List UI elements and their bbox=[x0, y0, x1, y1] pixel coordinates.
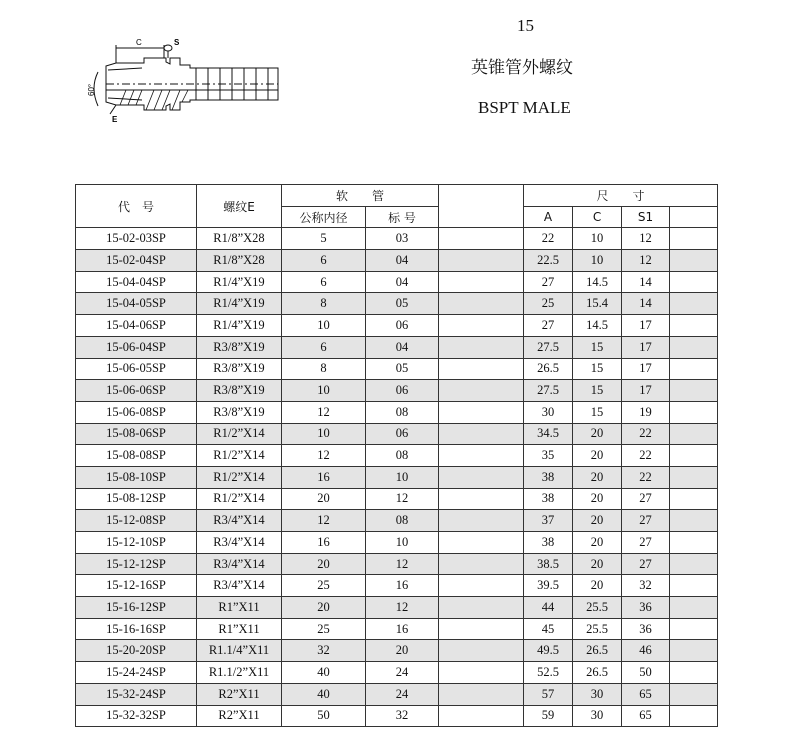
cell-blank bbox=[439, 401, 524, 423]
table-row bbox=[76, 597, 718, 619]
spec-table bbox=[75, 184, 718, 727]
cell-dim-s1: 17 bbox=[622, 315, 670, 337]
table-row bbox=[76, 271, 718, 293]
cell-dim-blank bbox=[670, 662, 718, 684]
header-dim-blank bbox=[670, 206, 718, 228]
table-row bbox=[76, 423, 718, 445]
cell-thread: R3/8”X19 bbox=[197, 358, 282, 380]
cell-code: 15-08-08SP bbox=[76, 445, 197, 467]
header-hose: 软 管 bbox=[282, 185, 439, 207]
cell-hose-nominal: 8 bbox=[282, 358, 366, 380]
cell-hose-nominal: 12 bbox=[282, 401, 366, 423]
table-row bbox=[76, 315, 718, 337]
cell-dim-s1: 22 bbox=[622, 445, 670, 467]
cell-blank bbox=[439, 358, 524, 380]
cell-dim-s1: 27 bbox=[622, 553, 670, 575]
cell-hose-dash: 05 bbox=[366, 293, 439, 315]
cell-dim-c: 20 bbox=[573, 553, 622, 575]
cell-code: 15-06-04SP bbox=[76, 336, 197, 358]
cell-dim-s1: 65 bbox=[622, 683, 670, 705]
cell-hose-dash: 32 bbox=[366, 705, 439, 727]
cell-dim-blank bbox=[670, 597, 718, 619]
cell-hose-dash: 04 bbox=[366, 336, 439, 358]
cell-blank bbox=[439, 466, 524, 488]
cell-dim-blank bbox=[670, 575, 718, 597]
table-row bbox=[76, 358, 718, 380]
cell-dim-s1: 65 bbox=[622, 705, 670, 727]
cell-hose-dash: 04 bbox=[366, 250, 439, 272]
cell-dim-c: 20 bbox=[573, 466, 622, 488]
cell-hose-dash: 12 bbox=[366, 553, 439, 575]
cell-hose-nominal: 12 bbox=[282, 510, 366, 532]
cell-hose-dash: 10 bbox=[366, 532, 439, 554]
cell-hose-nominal: 16 bbox=[282, 532, 366, 554]
cell-dim-s1: 17 bbox=[622, 358, 670, 380]
cell-dim-a: 38.5 bbox=[524, 553, 573, 575]
cell-dim-c: 25.5 bbox=[573, 618, 622, 640]
cell-blank bbox=[439, 575, 524, 597]
cell-thread: R3/8”X19 bbox=[197, 336, 282, 358]
cell-blank bbox=[439, 336, 524, 358]
cell-thread: R1/2”X14 bbox=[197, 445, 282, 467]
cell-blank bbox=[439, 445, 524, 467]
cell-blank bbox=[439, 293, 524, 315]
cell-code: 15-12-08SP bbox=[76, 510, 197, 532]
header-hose-nominal: 公称内径 bbox=[282, 206, 366, 228]
cell-dim-blank bbox=[670, 250, 718, 272]
cell-hose-nominal: 50 bbox=[282, 705, 366, 727]
cell-code: 15-06-06SP bbox=[76, 380, 197, 402]
cell-dim-s1: 46 bbox=[622, 640, 670, 662]
cell-hose-dash: 06 bbox=[366, 423, 439, 445]
label-e: E bbox=[112, 115, 118, 124]
cell-dim-blank bbox=[670, 423, 718, 445]
cell-dim-blank bbox=[670, 271, 718, 293]
cell-thread: R3/4”X14 bbox=[197, 553, 282, 575]
cell-hose-nominal: 10 bbox=[282, 423, 366, 445]
cell-dim-a: 25 bbox=[524, 293, 573, 315]
cell-thread: R1/8”X28 bbox=[197, 250, 282, 272]
table-row bbox=[76, 640, 718, 662]
cell-dim-s1: 32 bbox=[622, 575, 670, 597]
cell-thread: R1/4”X19 bbox=[197, 293, 282, 315]
cell-hose-nominal: 40 bbox=[282, 683, 366, 705]
header-code: 代 号 bbox=[76, 185, 197, 228]
cell-hose-nominal: 6 bbox=[282, 336, 366, 358]
cell-thread: R3/4”X14 bbox=[197, 532, 282, 554]
cell-blank bbox=[439, 423, 524, 445]
cell-dim-blank bbox=[670, 401, 718, 423]
cell-dim-c: 14.5 bbox=[573, 315, 622, 337]
cell-code: 15-04-05SP bbox=[76, 293, 197, 315]
cell-dim-blank bbox=[670, 315, 718, 337]
cell-thread: R2”X11 bbox=[197, 683, 282, 705]
header-dim-a: A bbox=[524, 206, 573, 228]
cell-dim-s1: 14 bbox=[622, 271, 670, 293]
table-row bbox=[76, 445, 718, 467]
header-hose-dash: 标 号 bbox=[366, 206, 439, 228]
cell-dim-blank bbox=[670, 683, 718, 705]
cell-dim-s1: 36 bbox=[622, 597, 670, 619]
cell-blank bbox=[439, 510, 524, 532]
cell-code: 15-08-12SP bbox=[76, 488, 197, 510]
cell-dim-blank bbox=[670, 532, 718, 554]
cell-code: 15-20-20SP bbox=[76, 640, 197, 662]
cell-dim-s1: 27 bbox=[622, 510, 670, 532]
table-row bbox=[76, 683, 718, 705]
cell-dim-a: 37 bbox=[524, 510, 573, 532]
table-row bbox=[76, 466, 718, 488]
cell-thread: R1/2”X14 bbox=[197, 488, 282, 510]
cell-dim-a: 27 bbox=[524, 271, 573, 293]
cell-dim-c: 15 bbox=[573, 380, 622, 402]
cell-thread: R3/8”X19 bbox=[197, 380, 282, 402]
cell-dim-a: 49.5 bbox=[524, 640, 573, 662]
cell-code: 15-02-04SP bbox=[76, 250, 197, 272]
cell-dim-a: 27.5 bbox=[524, 336, 573, 358]
cell-dim-blank bbox=[670, 510, 718, 532]
cell-dim-a: 26.5 bbox=[524, 358, 573, 380]
cell-dim-blank bbox=[670, 293, 718, 315]
cell-hose-nominal: 6 bbox=[282, 271, 366, 293]
label-c: C bbox=[136, 38, 142, 47]
cell-hose-dash: 06 bbox=[366, 380, 439, 402]
table-row bbox=[76, 662, 718, 684]
cell-dim-s1: 27 bbox=[622, 488, 670, 510]
cell-hose-nominal: 10 bbox=[282, 315, 366, 337]
spec-table-body bbox=[76, 228, 718, 727]
cell-hose-dash: 10 bbox=[366, 466, 439, 488]
cell-code: 15-16-16SP bbox=[76, 618, 197, 640]
cell-code: 15-04-06SP bbox=[76, 315, 197, 337]
cell-hose-nominal: 40 bbox=[282, 662, 366, 684]
cell-hose-dash: 12 bbox=[366, 597, 439, 619]
cell-dim-c: 20 bbox=[573, 445, 622, 467]
cell-code: 15-32-24SP bbox=[76, 683, 197, 705]
cell-dim-blank bbox=[670, 705, 718, 727]
cell-dim-a: 59 bbox=[524, 705, 573, 727]
cell-dim-s1: 27 bbox=[622, 532, 670, 554]
cell-dim-c: 30 bbox=[573, 683, 622, 705]
cell-hose-nominal: 25 bbox=[282, 618, 366, 640]
cell-thread: R3/4”X14 bbox=[197, 510, 282, 532]
cell-dim-c: 14.5 bbox=[573, 271, 622, 293]
cell-code: 15-12-10SP bbox=[76, 532, 197, 554]
cell-dim-blank bbox=[670, 380, 718, 402]
cell-dim-blank bbox=[670, 445, 718, 467]
cell-dim-a: 22 bbox=[524, 228, 573, 250]
cell-blank bbox=[439, 662, 524, 684]
header-dim-c: C bbox=[573, 206, 622, 228]
cell-thread: R1/4”X19 bbox=[197, 315, 282, 337]
header-dimensions: 尺 寸 bbox=[524, 185, 718, 207]
cell-dim-blank bbox=[670, 466, 718, 488]
label-s: S bbox=[174, 38, 180, 47]
cell-hose-dash: 24 bbox=[366, 662, 439, 684]
cell-code: 15-04-04SP bbox=[76, 271, 197, 293]
cell-dim-blank bbox=[670, 553, 718, 575]
table-row bbox=[76, 488, 718, 510]
cell-blank bbox=[439, 705, 524, 727]
cell-dim-blank bbox=[670, 358, 718, 380]
table-row bbox=[76, 510, 718, 532]
cell-code: 15-32-32SP bbox=[76, 705, 197, 727]
cell-hose-nominal: 8 bbox=[282, 293, 366, 315]
cell-hose-nominal: 6 bbox=[282, 250, 366, 272]
cell-thread: R2”X11 bbox=[197, 705, 282, 727]
cell-hose-dash: 06 bbox=[366, 315, 439, 337]
cell-code: 15-12-12SP bbox=[76, 553, 197, 575]
cell-hose-dash: 04 bbox=[366, 271, 439, 293]
cell-dim-c: 15 bbox=[573, 336, 622, 358]
table-row bbox=[76, 532, 718, 554]
cell-dim-a: 44 bbox=[524, 597, 573, 619]
cell-dim-a: 27.5 bbox=[524, 380, 573, 402]
table-row bbox=[76, 705, 718, 727]
cell-dim-c: 20 bbox=[573, 488, 622, 510]
table-row bbox=[76, 336, 718, 358]
cell-thread: R3/8”X19 bbox=[197, 401, 282, 423]
cell-thread: R1”X11 bbox=[197, 618, 282, 640]
cell-dim-s1: 36 bbox=[622, 618, 670, 640]
label-angle: 60° bbox=[87, 83, 96, 96]
cell-hose-nominal: 10 bbox=[282, 380, 366, 402]
title-chinese: 英锥管外螺纹 bbox=[471, 58, 573, 78]
table-row bbox=[76, 380, 718, 402]
cell-thread: R1.1/4”X11 bbox=[197, 640, 282, 662]
cell-hose-nominal: 25 bbox=[282, 575, 366, 597]
table-row bbox=[76, 401, 718, 423]
cell-blank bbox=[439, 597, 524, 619]
cell-dim-a: 57 bbox=[524, 683, 573, 705]
cell-code: 15-16-12SP bbox=[76, 597, 197, 619]
cell-dim-blank bbox=[670, 336, 718, 358]
cell-hose-nominal: 16 bbox=[282, 466, 366, 488]
cell-hose-dash: 24 bbox=[366, 683, 439, 705]
cell-hose-nominal: 20 bbox=[282, 553, 366, 575]
table-row bbox=[76, 293, 718, 315]
cell-hose-nominal: 20 bbox=[282, 597, 366, 619]
table-row bbox=[76, 228, 718, 250]
cell-dim-c: 15 bbox=[573, 401, 622, 423]
cell-blank bbox=[439, 380, 524, 402]
cell-code: 15-12-16SP bbox=[76, 575, 197, 597]
cell-dim-a: 35 bbox=[524, 445, 573, 467]
cell-hose-nominal: 32 bbox=[282, 640, 366, 662]
cell-dim-blank bbox=[670, 640, 718, 662]
cell-hose-dash: 16 bbox=[366, 575, 439, 597]
cell-dim-s1: 22 bbox=[622, 423, 670, 445]
table-row bbox=[76, 553, 718, 575]
cell-dim-c: 15.4 bbox=[573, 293, 622, 315]
cell-dim-blank bbox=[670, 488, 718, 510]
cell-code: 15-24-24SP bbox=[76, 662, 197, 684]
cell-thread: R1/4”X19 bbox=[197, 271, 282, 293]
table-row bbox=[76, 575, 718, 597]
cell-dim-s1: 17 bbox=[622, 380, 670, 402]
cell-dim-c: 26.5 bbox=[573, 640, 622, 662]
cell-thread: R1/8”X28 bbox=[197, 228, 282, 250]
cell-code: 15-08-06SP bbox=[76, 423, 197, 445]
cell-hose-dash: 08 bbox=[366, 510, 439, 532]
cell-blank bbox=[439, 488, 524, 510]
cell-dim-a: 30 bbox=[524, 401, 573, 423]
cell-blank bbox=[439, 228, 524, 250]
cell-dim-c: 10 bbox=[573, 228, 622, 250]
cell-dim-s1: 12 bbox=[622, 250, 670, 272]
cell-code: 15-08-10SP bbox=[76, 466, 197, 488]
cell-dim-a: 38 bbox=[524, 488, 573, 510]
cell-hose-dash: 12 bbox=[366, 488, 439, 510]
cell-dim-c: 10 bbox=[573, 250, 622, 272]
cell-thread: R1”X11 bbox=[197, 597, 282, 619]
cell-dim-a: 39.5 bbox=[524, 575, 573, 597]
cell-blank bbox=[439, 640, 524, 662]
cell-thread: R1/2”X14 bbox=[197, 423, 282, 445]
cell-dim-s1: 12 bbox=[622, 228, 670, 250]
cell-hose-nominal: 5 bbox=[282, 228, 366, 250]
cell-hose-dash: 16 bbox=[366, 618, 439, 640]
cell-dim-a: 27 bbox=[524, 315, 573, 337]
cell-code: 15-02-03SP bbox=[76, 228, 197, 250]
cell-dim-c: 25.5 bbox=[573, 597, 622, 619]
header-thread: 螺纹E bbox=[197, 185, 282, 228]
cell-dim-s1: 14 bbox=[622, 293, 670, 315]
cell-dim-a: 22.5 bbox=[524, 250, 573, 272]
cell-hose-dash: 05 bbox=[366, 358, 439, 380]
cell-hose-nominal: 12 bbox=[282, 445, 366, 467]
cell-hose-dash: 20 bbox=[366, 640, 439, 662]
cell-blank bbox=[439, 553, 524, 575]
cell-blank bbox=[439, 532, 524, 554]
cell-dim-c: 20 bbox=[573, 575, 622, 597]
cell-dim-c: 20 bbox=[573, 423, 622, 445]
cell-hose-dash: 08 bbox=[366, 445, 439, 467]
cell-dim-a: 52.5 bbox=[524, 662, 573, 684]
cell-dim-a: 45 bbox=[524, 618, 573, 640]
cell-dim-s1: 17 bbox=[622, 336, 670, 358]
table-row bbox=[76, 618, 718, 640]
cell-blank bbox=[439, 683, 524, 705]
cell-dim-a: 38 bbox=[524, 532, 573, 554]
title-english: BSPT MALE bbox=[478, 98, 571, 117]
cell-dim-a: 38 bbox=[524, 466, 573, 488]
cell-thread: R1.1/2”X11 bbox=[197, 662, 282, 684]
cell-dim-blank bbox=[670, 228, 718, 250]
cell-dim-s1: 22 bbox=[622, 466, 670, 488]
cell-blank bbox=[439, 271, 524, 293]
cell-hose-dash: 03 bbox=[366, 228, 439, 250]
cell-blank bbox=[439, 250, 524, 272]
cell-dim-c: 26.5 bbox=[573, 662, 622, 684]
fitting-drawing bbox=[84, 28, 284, 124]
header-dim-s1: S1 bbox=[622, 206, 670, 228]
table-row bbox=[76, 250, 718, 272]
page-number: 15 bbox=[517, 16, 534, 35]
cell-dim-a: 34.5 bbox=[524, 423, 573, 445]
cell-dim-c: 20 bbox=[573, 532, 622, 554]
cell-dim-c: 30 bbox=[573, 705, 622, 727]
header-empty bbox=[439, 185, 524, 228]
cell-dim-c: 15 bbox=[573, 358, 622, 380]
cell-dim-c: 20 bbox=[573, 510, 622, 532]
cell-hose-nominal: 20 bbox=[282, 488, 366, 510]
cell-blank bbox=[439, 315, 524, 337]
cell-dim-s1: 19 bbox=[622, 401, 670, 423]
cell-code: 15-06-05SP bbox=[76, 358, 197, 380]
cell-thread: R3/4”X14 bbox=[197, 575, 282, 597]
cell-blank bbox=[439, 618, 524, 640]
cell-dim-s1: 50 bbox=[622, 662, 670, 684]
cell-hose-dash: 08 bbox=[366, 401, 439, 423]
cell-code: 15-06-08SP bbox=[76, 401, 197, 423]
cell-dim-blank bbox=[670, 618, 718, 640]
cell-thread: R1/2”X14 bbox=[197, 466, 282, 488]
